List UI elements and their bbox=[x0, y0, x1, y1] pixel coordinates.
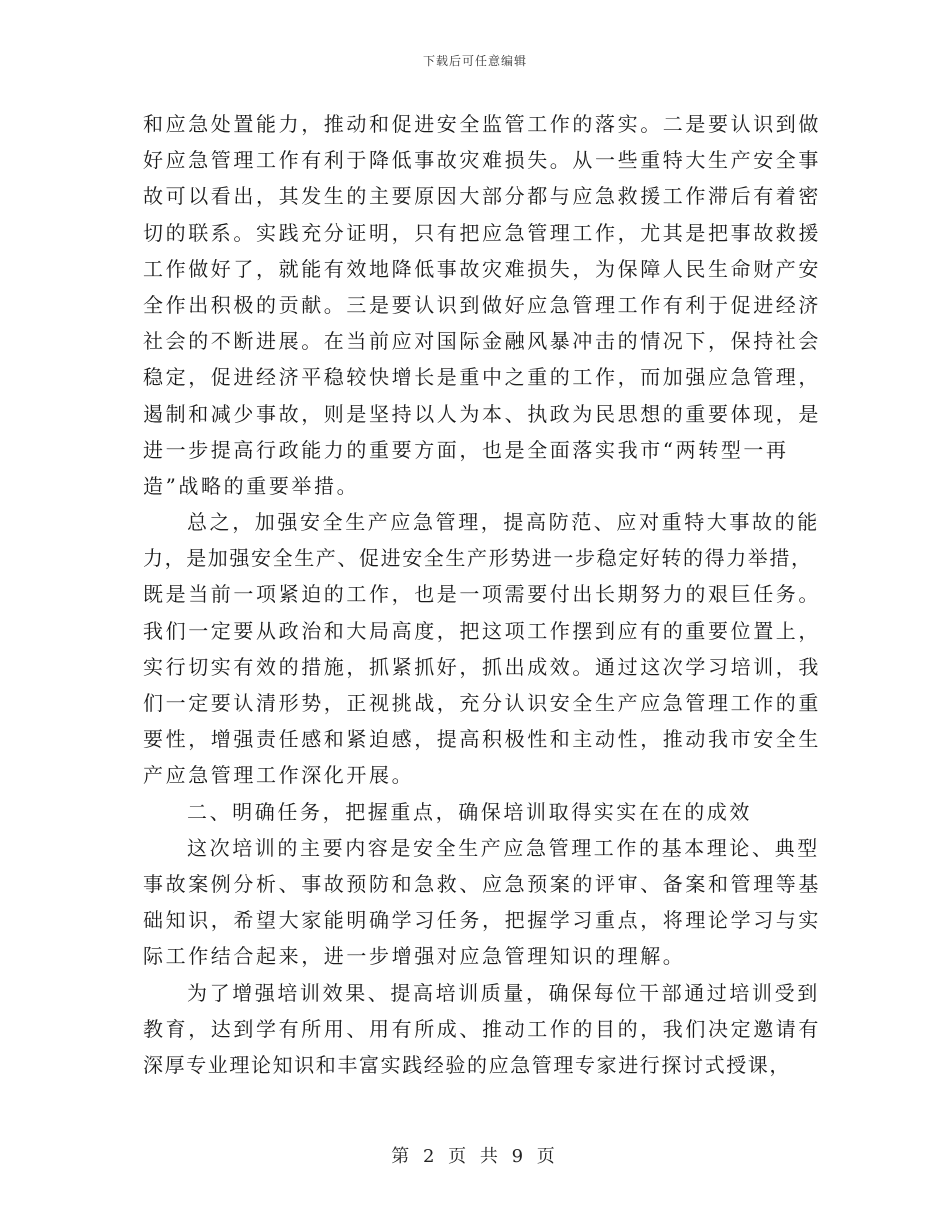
text-line: 实行切实有效的措施，抓紧抓好，抓出成效。通过这次学习培训，我 bbox=[143, 654, 821, 679]
text-line: 工作做好了，就能有效地降低事故灾难损失，为保障人民生命财产安 bbox=[143, 256, 821, 281]
text-line: 我们一定要从政治和大局高度，把这项工作摆到应有的重要位置上， bbox=[143, 618, 821, 643]
text-line: 教育，达到学有所用、用有所成、推动工作的目的，我们决定邀请有 bbox=[143, 1016, 821, 1041]
text-line: 好应急管理工作有利于降低事故灾难损失。从一些重特大生产安全事 bbox=[143, 148, 821, 173]
text-line: 产应急管理工作深化开展。 bbox=[143, 763, 415, 788]
text-line: 切的联系。实践充分证明，只有把应急管理工作，尤其是把事故救援 bbox=[143, 220, 821, 245]
text-line: 既是当前一项紧迫的工作，也是一项需要付出长期努力的艰巨任务。 bbox=[143, 582, 821, 607]
paragraph-start-line: 这次培训的主要内容是安全生产应急管理工作的基本理论、典型 bbox=[187, 835, 820, 860]
text-line: 进一步提高行政能力的重要方面，也是全面落实我市“两转型一再 bbox=[143, 437, 789, 462]
paragraph-start-line: 为了增强培训效果、提高培训质量，确保每位干部通过培训受到 bbox=[187, 980, 820, 1005]
section-heading: 二、明确任务，把握重点，确保培训取得实实在在的成效 bbox=[187, 799, 752, 824]
text-line: 础知识，希望大家能明确学习任务，把握学习重点，将理论学习与实 bbox=[143, 908, 821, 933]
text-line: 遏制和减少事故，则是坚持以人为本、执政为民思想的重要体现，是 bbox=[143, 401, 821, 426]
text-line: 和应急处置能力，推动和促进安全监管工作的落实。二是要认识到做 bbox=[143, 112, 821, 136]
text-line: 们一定要认清形势，正视挑战，充分认识安全生产应急管理工作的重 bbox=[143, 691, 821, 715]
page-number: 第 2 页 共 9 页 bbox=[391, 1146, 559, 1167]
text-line: 事故案例分析、事故预防和急救、应急预案的评审、备案和管理等基 bbox=[143, 871, 821, 896]
text-line: 要性，增强责任感和紧迫感，提高积极性和主动性，推动我市安全生 bbox=[143, 727, 821, 752]
text-line: 际工作结合起来，进一步增强对应急管理知识的理解。 bbox=[143, 944, 686, 969]
text-line: 稳定，促进经济平稳较快增长是重中之重的工作，而加强应急管理， bbox=[143, 365, 821, 390]
paragraph-start-line: 总之，加强安全生产应急管理，提高防范、应对重特大事故的能 bbox=[187, 510, 820, 535]
text-line: 全作出积极的贡献。三是要认识到做好应急管理工作有利于促进经济 bbox=[143, 292, 821, 317]
page-header: 下载后可任意编辑 bbox=[422, 54, 527, 68]
document-body bbox=[143, 106, 821, 1083]
text-line: 社会的不断进展。在当前应对国际金融风暴冲击的情况下，保持社会 bbox=[143, 329, 821, 354]
text-line: 故可以看出，其发生的主要原因大部分都与应急救援工作滞后有着密 bbox=[143, 184, 821, 209]
text-line: 深厚专业理论知识和丰富实践经验的应急管理专家进行探讨式授课， bbox=[143, 1052, 791, 1077]
text-line: 造”战略的重要举措。 bbox=[143, 473, 360, 498]
text-line: 力，是加强安全生产、促进安全生产形势进一步稳定好转的得力举措， bbox=[143, 546, 813, 571]
